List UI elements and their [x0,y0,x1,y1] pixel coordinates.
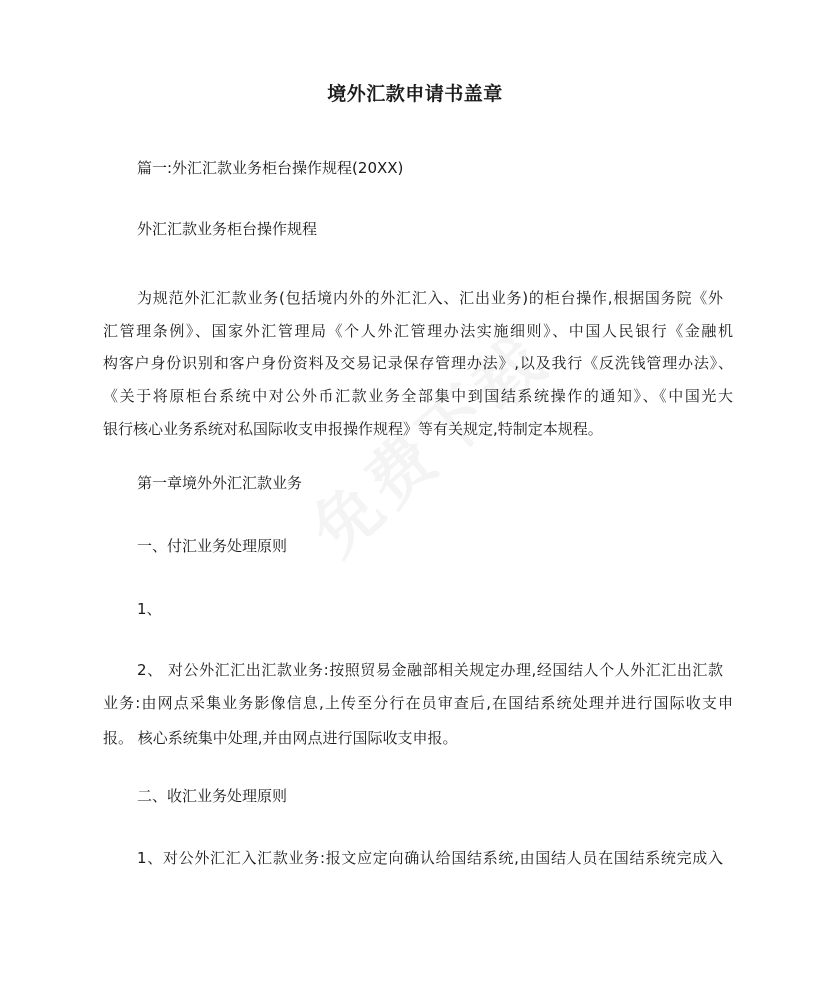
rules-heading: 外汇汇款业务柜台操作规程 [137,220,318,238]
subsection-heading: 二、收汇业务处理原则 [137,787,288,805]
subsection-heading: 一、付汇业务处理原则 [137,537,288,555]
paragraph-line: 报。 核心系统集中处理,并由网点进行国际收支申报。 [103,729,458,747]
paragraph-line: 1、对公外汇汇入汇款业务:报文应定向确认给国结系统,由国结人员在国结系统完成入 [137,849,723,867]
section-heading-part1: 篇一:外汇汇款业务柜台操作规程(20XX) [137,159,404,177]
paragraph-line: 为规范外汇汇款业务(包括境内外的外汇汇入、汇出业务)的柜台操作,根据国务院《外 [137,289,723,307]
paragraph-line: 银行核心业务系统对私国际收支申报操作规程》等有关规定,特制定本规程。 [103,420,603,438]
chapter-heading: 第一章境外外汇汇款业务 [137,474,303,492]
paragraph-line: 《关于将原柜台系统中对公外币汇款业务全部集中到国结系统操作的通知》、《中国光大 [103,387,733,405]
paragraph-line: 构客户身份识别和客户身份资料及交易记录保存管理办法》,以及我行《反洗钱管理办法》、 [103,354,733,372]
paragraph-line: 业务:由网点采集业务影像信息,上传至分行在员审查后,在国结系统处理并进行国际收支申 [103,694,733,712]
paragraph-line: 2、 对公外汇汇出汇款业务:按照贸易金融部相关规定办理,经国结人个人外汇汇出汇款 [137,661,723,679]
paragraph-line: 汇管理条例》、国家外汇管理局《个人外汇管理办法实施细则》、中国人民银行《金融机 [103,322,733,340]
list-item-number: 1、 [137,600,162,618]
document-title: 境外汇款申请书盖章 [327,83,503,105]
